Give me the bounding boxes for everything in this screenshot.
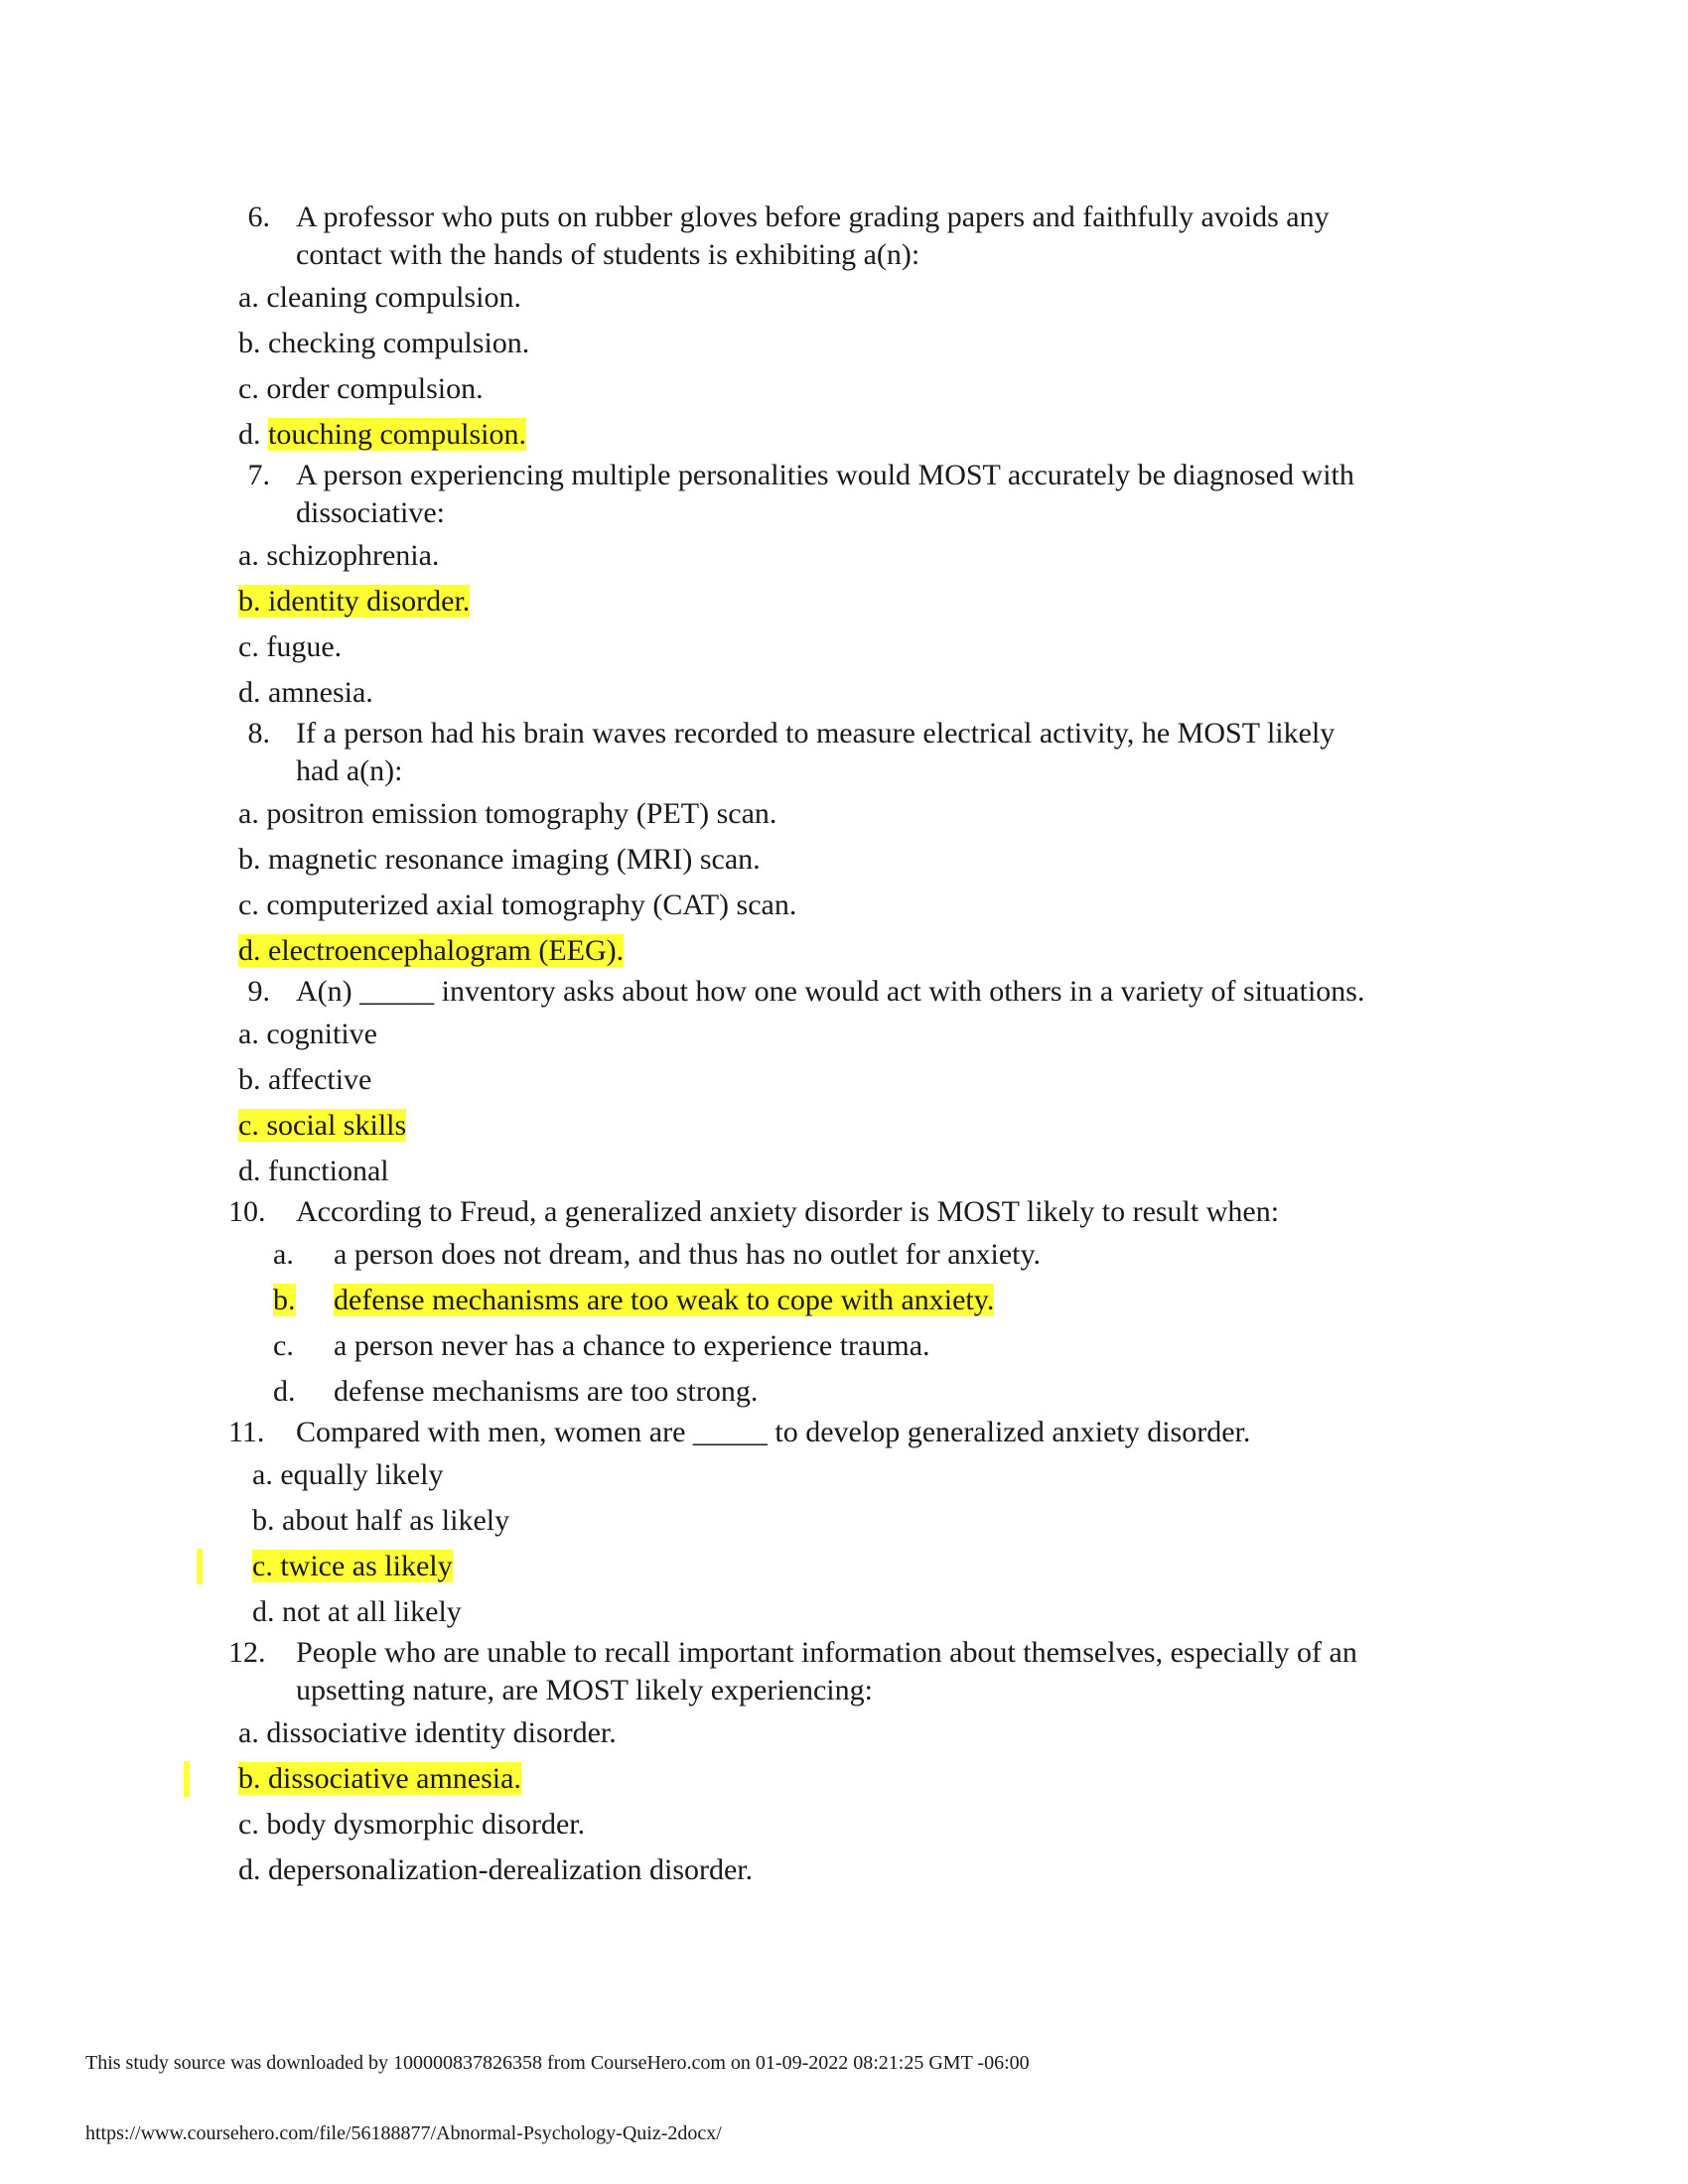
question-number: 8.	[247, 717, 270, 750]
option-letter: b.	[238, 585, 261, 617]
question-number: 9.	[247, 975, 270, 1008]
answer-option-highlighted	[238, 1761, 521, 1797]
option-letter: c.	[238, 1109, 259, 1142]
answer-option	[238, 796, 776, 832]
option-text: cognitive	[266, 1018, 377, 1050]
question-text: A professor who puts on rubber gloves before grading papers and faithfully avoids any	[296, 201, 1330, 233]
option-text: amnesia.	[268, 676, 373, 709]
option-text: identity disorder.	[268, 585, 471, 617]
question-text: upsetting nature, are MOST likely experiencing:	[296, 1674, 873, 1706]
question-number: 7.	[247, 459, 270, 491]
option-text: not at all likely	[282, 1595, 462, 1628]
option-letter: b.	[273, 1284, 296, 1316]
question-text: People who are unable to recall important information about themselves, especially of an	[296, 1636, 1357, 1669]
option-letter: b.	[238, 327, 261, 359]
option-text: defense mechanisms are too weak to cope with anxiety.	[334, 1284, 995, 1316]
option-text: magnetic resonance imaging (MRI) scan.	[268, 843, 761, 876]
option-letter: a.	[238, 1716, 259, 1749]
question-text: If a person had his brain waves recorded to measure electrical activity, he MOST likely	[296, 717, 1336, 750]
option-text: electroencephalogram (EEG).	[268, 934, 625, 967]
option-letter: a.	[238, 797, 259, 830]
question-text: According to Freud, a generalized anxiety disorder is MOST likely to result when:	[296, 1195, 1280, 1228]
option-text: equally likely	[280, 1458, 444, 1491]
option-text: fugue.	[266, 630, 343, 663]
answer-option-highlighted	[238, 417, 526, 453]
question-text: A person experiencing multiple personalities would MOST accurately be diagnosed with	[296, 459, 1354, 491]
answer-option: d.	[273, 1375, 296, 1408]
question-number: 10.	[228, 1195, 266, 1228]
question-number: 6.	[247, 201, 270, 233]
option-text: defense mechanisms are too strong.	[334, 1375, 759, 1408]
option-text: cleaning compulsion.	[266, 281, 521, 314]
option-letter: a.	[238, 1018, 259, 1050]
option-highlight	[238, 585, 470, 617]
option-letter: d.	[238, 676, 261, 709]
question-text: had a(n):	[296, 754, 403, 787]
option-text: schizophrenia.	[266, 539, 440, 572]
option-text: depersonalization-derealization disorder.	[268, 1853, 754, 1886]
answer-option	[238, 887, 796, 923]
answer-option	[238, 1715, 617, 1751]
option-text: touching compulsion.	[268, 418, 526, 451]
option-letter: b.	[238, 1063, 261, 1096]
option-text: functional	[268, 1155, 389, 1187]
option-text: a person does not dream, and thus has no outlet for anxiety.	[334, 1238, 1042, 1271]
answer-option	[238, 1154, 389, 1189]
option-text: positron emission tomography (PET) scan.	[266, 797, 777, 830]
answer-option	[238, 371, 484, 407]
option-text: about half as likely	[282, 1504, 510, 1537]
question-text: dissociative:	[296, 496, 445, 529]
answer-option-highlighted	[238, 1108, 406, 1144]
option-letter: d.	[238, 418, 261, 451]
answer-option	[238, 1852, 753, 1888]
option-text: body dysmorphic disorder.	[266, 1808, 586, 1841]
option-letter: a.	[238, 281, 259, 314]
answer-option	[252, 1594, 462, 1630]
answer-option	[238, 326, 529, 361]
answer-option	[238, 629, 342, 665]
option-letter: d.	[238, 1155, 261, 1187]
download-source-note: This study source was downloaded by 100000837826358 from CourseHero.com on 01-09-2022 08:21:25 GMT -06:00	[85, 2052, 1030, 2074]
option-letter: a.	[252, 1458, 273, 1491]
option-highlight	[238, 1762, 521, 1795]
option-letter: c.	[238, 372, 259, 405]
answer-option-highlighted	[273, 1283, 296, 1318]
option-letter: d.	[238, 1853, 261, 1886]
question-number: 12.	[228, 1636, 266, 1669]
option-text: computerized axial tomography (CAT) scan.	[266, 888, 797, 921]
option-letter: b.	[238, 843, 261, 876]
answer-option	[238, 1017, 377, 1052]
answer-option	[238, 1062, 371, 1098]
answer-option	[238, 538, 439, 574]
option-highlight	[238, 934, 624, 967]
answer-option	[252, 1457, 443, 1493]
option-letter: c.	[252, 1550, 273, 1582]
answer-option	[238, 280, 521, 316]
option-text-highlighted	[334, 1283, 994, 1318]
option-letter: b.	[238, 1762, 261, 1795]
option-text: dissociative identity disorder.	[266, 1716, 617, 1749]
option-text: order compulsion.	[266, 372, 484, 405]
option-text: dissociative amnesia.	[268, 1762, 521, 1795]
question-text: A(n) _____ inventory asks about how one would act with others in a variety of situations.	[296, 975, 1365, 1008]
option-letter: a.	[238, 539, 259, 572]
option-letter: b.	[252, 1504, 275, 1537]
question-text: Compared with men, women are _____ to develop generalized anxiety disorder.	[296, 1416, 1251, 1448]
change-bar-mark	[197, 1549, 203, 1584]
option-text: affective	[268, 1063, 372, 1096]
answer-option: a.	[273, 1238, 294, 1271]
answer-option-highlighted	[252, 1549, 453, 1584]
option-text: social skills	[266, 1109, 407, 1142]
option-letter: d.	[252, 1595, 275, 1628]
question-number: 11.	[228, 1416, 265, 1448]
option-letter: d.	[238, 934, 261, 967]
option-letter: c.	[238, 630, 259, 663]
answer-option	[252, 1503, 509, 1539]
option-highlight	[238, 1109, 406, 1142]
question-text: contact with the hands of students is exhibiting a(n):	[296, 238, 920, 271]
answer-option	[238, 842, 761, 878]
option-letter: c.	[238, 888, 259, 921]
answer-option-highlighted	[238, 933, 624, 969]
source-url-link[interactable]: https://www.coursehero.com/file/56188877/Abnormal-Psychology-Quiz-2docx/	[85, 2122, 722, 2144]
option-text: checking compulsion.	[268, 327, 530, 359]
option-highlight	[252, 1550, 453, 1582]
answer-option: c.	[273, 1329, 294, 1362]
change-bar-mark	[184, 1761, 190, 1797]
answer-option	[238, 675, 373, 711]
option-text: a person never has a chance to experience trauma.	[334, 1329, 930, 1362]
answer-option-highlighted	[238, 584, 470, 619]
option-letter: c.	[238, 1808, 259, 1841]
answer-option	[238, 1807, 585, 1843]
option-text: twice as likely	[280, 1550, 453, 1582]
